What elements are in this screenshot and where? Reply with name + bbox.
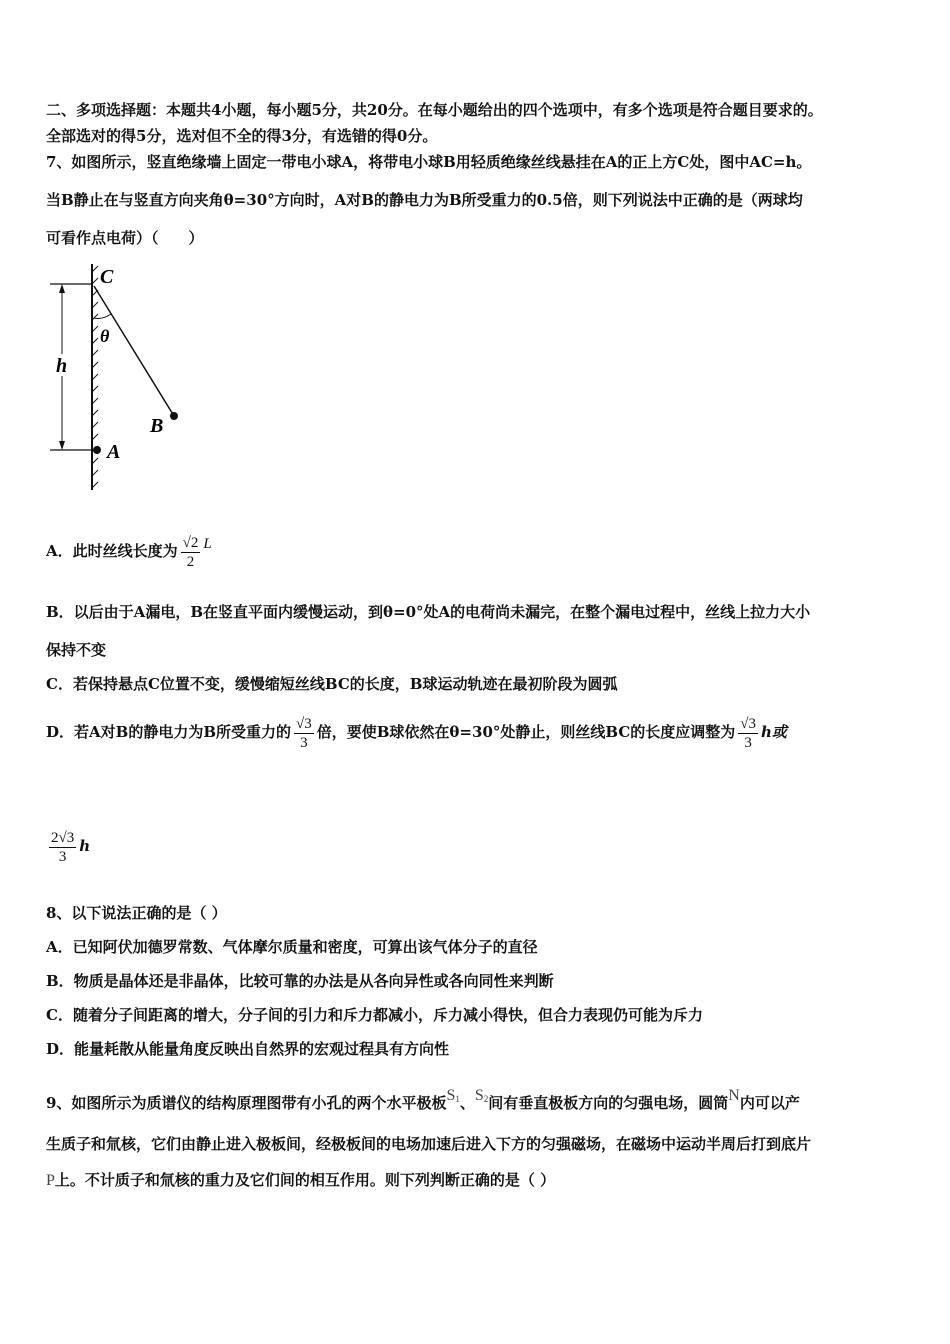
q7-option-c: C．若保持悬点C位置不变，缓慢缩短丝线BC的长度，B球运动轨迹在最初阶段为圆弧: [46, 675, 618, 693]
q7-option-d-continued: [46, 822, 90, 870]
q7-option-a-symbol: L: [203, 536, 212, 552]
label-theta: θ: [100, 326, 110, 346]
q8-option-b: B．物质是晶体还是非晶体，比较可靠的办法是从各向异性或各向同性来判断: [46, 972, 554, 990]
q8-option-a: A．已知阿伏加德罗常数、气体摩尔质量和密度，可算出该气体分子的直径: [46, 938, 538, 956]
label-h: h: [56, 355, 68, 377]
q9-part1: 9、如图所示为质谱仪的结构原理图带有小孔的两个水平极板: [46, 1094, 447, 1112]
fraction-numerator: 2√3: [51, 829, 75, 846]
q7-option-d: [46, 708, 787, 756]
q9-stem-line2: 生质子和氚核，它们由静止进入极板间，经极板间的电场加速后进入下方的匀强磁场，在磁场中运动半周后打到底片: [46, 1135, 812, 1153]
q9-stem-line1: [46, 1082, 800, 1117]
fraction-denominator: 2: [186, 553, 195, 570]
ball-a: [93, 446, 101, 454]
q7-option-d-part1: D．若A对B的静电力为B所受重力的: [46, 723, 292, 741]
h-arrow-bottom-icon: [59, 441, 65, 450]
symbol-n: N: [728, 1087, 740, 1104]
q7-option-a: [46, 520, 212, 575]
q9-part2: 间有垂直极板方向的匀强电场，圆筒: [488, 1094, 729, 1112]
symbol-s1: [446, 1087, 459, 1104]
fraction-numerator: √3: [740, 715, 757, 732]
angle-arc: [94, 314, 111, 319]
fraction-root2-over-2: [181, 534, 201, 571]
fraction-2root3-over-3: [49, 829, 76, 866]
fraction-denominator: 3: [744, 734, 752, 751]
q7-option-d-part2: 倍，要使B球依然在θ=30°处静止，则丝线BC的长度应调整为: [316, 723, 736, 741]
q7-stem-line1: 7、如图所示，竖直绝缘墙上固定一带电小球A，将带电小球B用轻质绝缘丝线悬挂在A的正上方C处，图中AC=h。: [46, 153, 812, 171]
q7-stem-line3: 可看作点电荷）（ ）: [46, 229, 204, 247]
fraction-numerator: √3: [296, 715, 312, 732]
q9-line3-text: 上。不计质子和氚核的重力及它们间的相互作用。则下列判断正确的是（ ）: [54, 1171, 556, 1189]
q7-option-d-part3: h或: [761, 723, 787, 741]
q7-stem-line2: 当B静止在与竖直方向夹角θ=30°方向时，A对B的静电力为B所受重力的0.5倍，则下列说法中正确的是（两球均: [46, 191, 803, 209]
fraction-root3-over-3: [738, 715, 758, 752]
q7-option-b-line2: 保持不变: [46, 641, 107, 659]
q9-stem-line3: [46, 1170, 555, 1191]
q8-option-c: C．随着分子间距离的增大，分子间的引力和斥力都减小，斥力减小得快，但合力表现仍可能为斥力: [46, 1006, 703, 1024]
symbol-s2-letter: S: [474, 1087, 484, 1104]
section-heading-line2: 全部选对的得5分，选对但不全的得3分，有选错的得0分。: [46, 127, 438, 145]
q8-option-d: D．能量耗散从能量角度反映出自然界的宏观过程具有方向性: [46, 1040, 450, 1058]
q9-separator: 、: [459, 1094, 475, 1112]
h-arrow-top-icon: [59, 284, 65, 293]
symbol-s2: [475, 1087, 488, 1104]
section-heading-line1: 二、多项选择题：本题共4小题，每小题5分，共20分。在每小题给出的四个选项中，有多个选项是符合题目要求的。: [46, 101, 823, 119]
symbol-p: P: [46, 1172, 55, 1189]
symbol-s1-letter: S: [446, 1087, 456, 1104]
ball-b: [170, 412, 178, 420]
q7-figure: [44, 262, 194, 494]
thread-bc: [94, 286, 174, 416]
fraction-root3-over-3: [294, 715, 314, 752]
q9-part3: 内可以产: [739, 1094, 800, 1112]
q7-option-d-part4: h: [79, 837, 91, 855]
fraction-denominator: 3: [58, 848, 67, 865]
label-a: A: [107, 441, 121, 463]
q7-option-a-text: A．此时丝线长度为: [46, 542, 178, 560]
q8-stem: 8、以下说法正确的是（ ）: [46, 904, 227, 922]
symbol-s1-subscript: 1: [455, 1094, 460, 1104]
fraction-numerator: √2: [182, 534, 199, 551]
label-b: B: [150, 415, 164, 437]
symbol-s2-subscript: 2: [483, 1094, 489, 1104]
label-c: C: [100, 266, 114, 288]
fraction-denominator: 3: [300, 734, 308, 751]
q7-option-b-line1: B．以后由于A漏电，B在竖直平面内缓慢运动，到θ=0°处A的电荷尚未漏完，在整个漏电过程中，丝线上拉力大小: [46, 603, 811, 621]
